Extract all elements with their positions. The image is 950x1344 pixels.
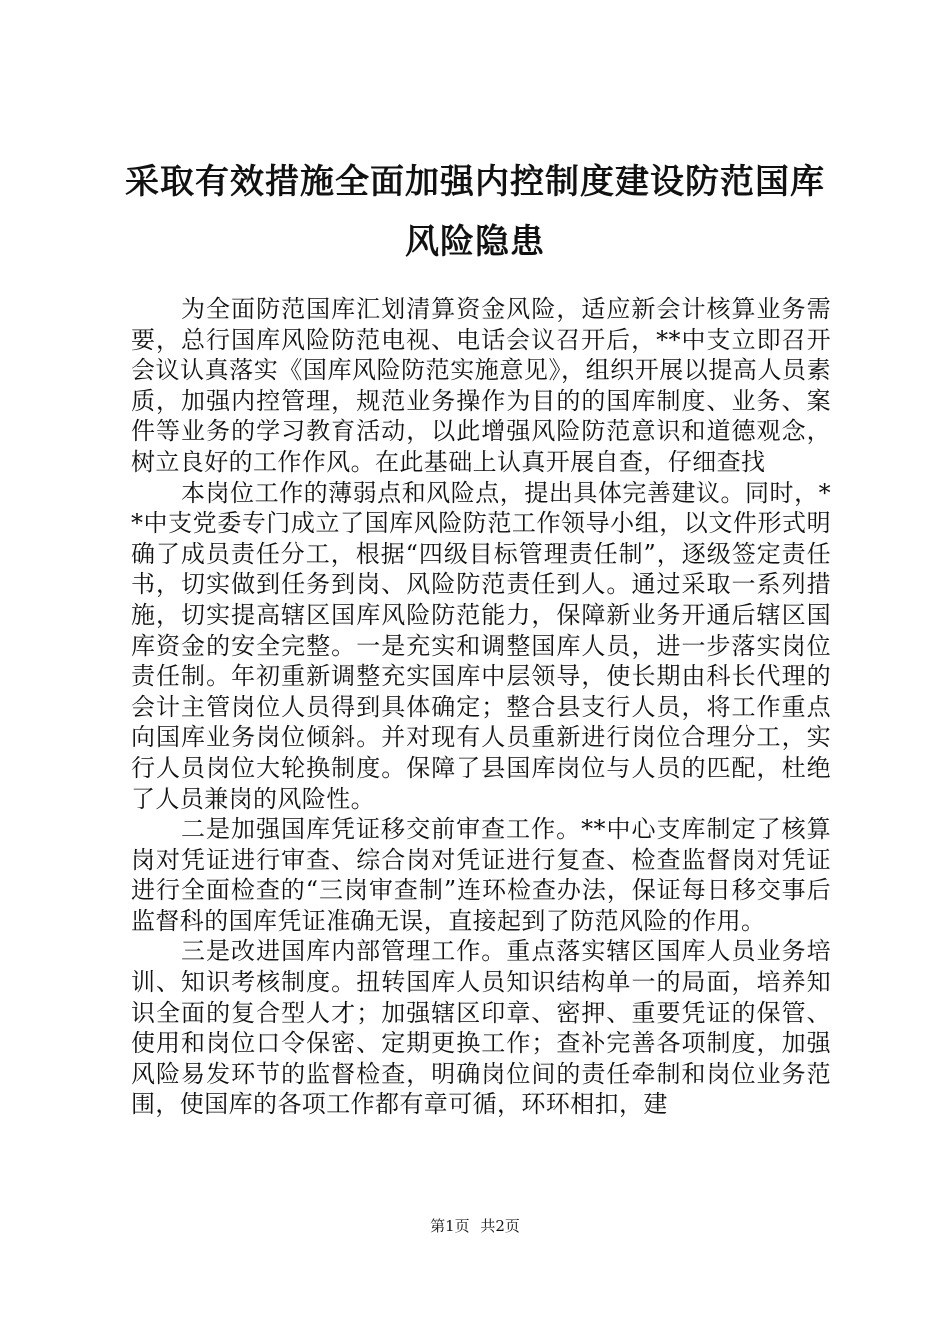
page-footer: [0, 1216, 950, 1236]
document-body: [131, 294, 831, 1120]
paragraph-2: 本岗位工作的薄弱点和风险点，提出具体完善建议。同时，**中支党委专门成立了国库风险防范工作领导小组，以文件形式明确了成员责任分工，根据“四级目标管理责任制”，逐级签定责任书，切实做到任务到岗、风险防范责任到人。通过采取一系列措施，切实提高辖区国库风险防范能力，保障新业务开通后辖区国库资金的安全完整。一是充实和调整国库人员，进一步落实岗位责任制。年初重新调整充实国库中层领导，使长期由科长代理的会计主管岗位人员得到具体确定；整合县支行人员，将工作重点向国库业务岗位倾斜。并对现有人员重新进行岗位合理分工，实行人员岗位大轮换制度。保障了县国库岗位与人员的匹配，杜绝了人员兼岗的风险性。: [131, 478, 831, 813]
document-title-line-2: 风险隐患: [405, 222, 545, 262]
paragraph-4: 三是改进国库内部管理工作。重点落实辖区国库人员业务培训、知识考核制度。扭转国库人员知识结构单一的局面，培养知识全面的复合型人才；加强辖区印章、密押、重要凭证的保管、使用和岗位口令保密、定期更换工作；查补完善各项制度，加强风险易发环节的监督检查，明确岗位间的责任牵制和岗位业务范围，使国库的各项工作都有章可循，环环相扣，建: [131, 937, 831, 1119]
paragraph-1: 为全面防范国库汇划清算资金风险，适应新会计核算业务需要，总行国库风险防范电视、电话会议召开后，**中支立即召开会议认真落实《国库风险防范实施意见》，组织开展以提高人员素质，加强内控管理，规范业务操作为目的的国库制度、业务、案件等业务的学习教育活动，以此增强风险防范意识和道德观念，树立良好的工作作风。在此基础上认真开展自查，仔细查找: [131, 295, 831, 476]
page-total: 共2页: [480, 1217, 520, 1235]
page-number: 第1页: [430, 1217, 470, 1235]
paragraph-3: 二是加强国库凭证移交前审查工作。**中心支库制定了核算岗对凭证进行审查、综合岗对凭证进行复查、检查监督岗对凭证进行全面检查的“三岗审查制”连环检查办法，保证每日移交事后监督科的国库凭证准确无误，直接起到了防范风险的作用。: [131, 815, 831, 935]
document-title-line-1: 采取有效措施全面加强内控制度建设防范国库: [125, 162, 825, 202]
